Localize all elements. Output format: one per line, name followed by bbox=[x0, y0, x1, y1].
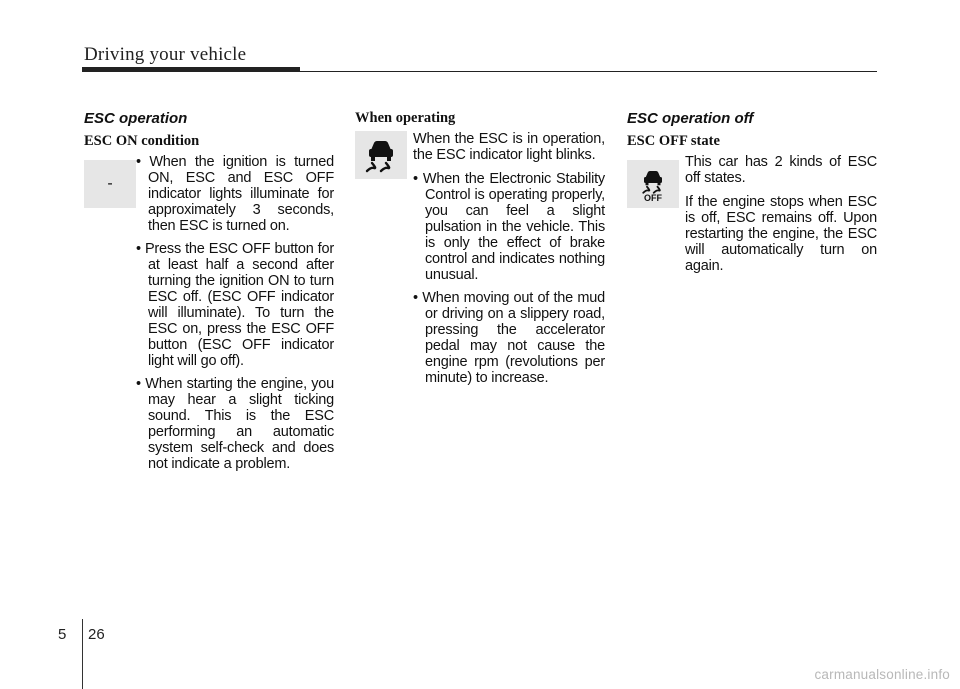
subtitle-esc-on-condition: ESC ON condition bbox=[84, 133, 200, 149]
header-title: Driving your vehicle bbox=[84, 44, 247, 65]
subtitle-esc-off-state: ESC OFF state bbox=[627, 133, 720, 149]
column-esc-operation-off bbox=[627, 110, 877, 282]
page-number: 26 bbox=[88, 626, 105, 643]
page-section-number: 5 bbox=[58, 626, 67, 643]
esc-off-indicator-icon bbox=[638, 166, 668, 194]
bullet-item: • When starting the engine, you may hear a slight ticking sound. This is the ESC performing an automatic system self-check and does not indicate a problem. bbox=[136, 376, 334, 472]
intro-paragraph: When the ESC is in operation, the ESC indicator light blinks. bbox=[413, 131, 605, 163]
esc-off-row bbox=[627, 154, 877, 274]
off-label: OFF bbox=[644, 192, 662, 203]
bullet-item: • When the ignition is turned ON, ESC and ESC OFF indicator lights illuminate for approximately 3 seconds, then ESC is turned on. bbox=[136, 154, 334, 234]
watermark: carmanualsonline.info bbox=[814, 667, 950, 682]
esc-off-indicator-icon-box bbox=[627, 160, 679, 208]
subtitle-when-operating: When operating bbox=[355, 110, 456, 126]
esc-on-row bbox=[84, 154, 334, 472]
when-operating-row bbox=[355, 131, 605, 386]
bullet-item: • When the Electronic Stability Control is operating properly, you can feel a slight pulsation in the vehicle. This is only the effect of brake control and indicates nothing unusual. bbox=[413, 171, 605, 283]
icon-placeholder-dash: - bbox=[107, 175, 113, 192]
column-when-operating bbox=[355, 110, 605, 393]
column-esc-operation bbox=[84, 110, 334, 479]
paragraph: This car has 2 kinds of ESC off states. bbox=[685, 154, 877, 186]
section-title-esc-operation-off: ESC operation off bbox=[627, 110, 754, 127]
esc-indicator-icon bbox=[361, 135, 401, 175]
bullet-item: • When moving out of the mud or driving on a slippery road, pressing the accelerator pedal may not cause the engine rpm (revolutions per minute) to increase. bbox=[413, 290, 605, 386]
bullet-item: • Press the ESC OFF button for at least half a second after turning the ignition ON to turn ESC off. (ESC OFF indicator will illuminate). To turn the ESC on, press the ESC OFF button (ESC OFF indicator light will go off). bbox=[136, 241, 334, 369]
header-bar-thin bbox=[82, 71, 877, 72]
esc-on-icon-box bbox=[84, 160, 136, 208]
footer-rule bbox=[82, 619, 83, 689]
paragraph: If the engine stops when ESC is off, ESC remains off. Upon restarting the engine, the ESC will automatically turn on again. bbox=[685, 194, 877, 274]
section-title-esc-operation: ESC operation bbox=[84, 110, 188, 127]
esc-indicator-icon-box bbox=[355, 131, 407, 179]
